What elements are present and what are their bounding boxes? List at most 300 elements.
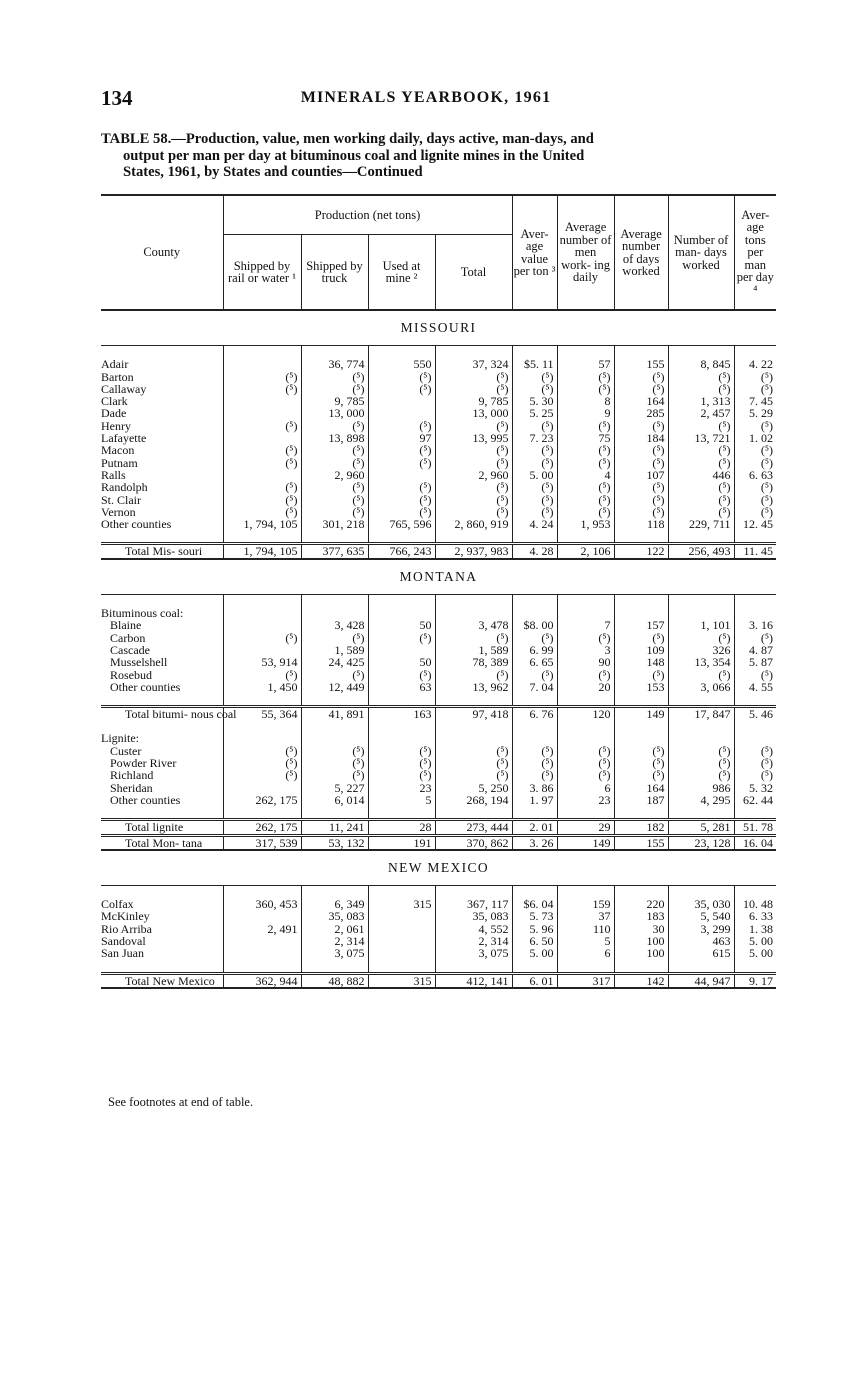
value-cell: (⁵) (223, 769, 301, 781)
value-cell: 6, 014 (301, 794, 368, 806)
value-cell: 122 (614, 544, 668, 559)
col-value: Aver- age value per ton ³ (512, 195, 557, 310)
value-cell: (⁵) (557, 457, 614, 469)
value-cell: 11. 45 (734, 544, 776, 559)
running-head: MINERALS YEARBOOK, 1961 (300, 89, 552, 106)
value-cell: 17, 847 (668, 707, 734, 721)
value-cell: (⁵) (435, 757, 512, 769)
value-cell: (⁵) (368, 383, 435, 395)
value-cell: (⁵) (368, 757, 435, 769)
value-cell: (⁵) (734, 632, 776, 644)
col-county: County (101, 195, 223, 310)
value-cell: (⁵) (512, 745, 557, 757)
value-cell: (⁵) (557, 506, 614, 518)
table-row (101, 757, 776, 769)
value-cell: 55, 364 (223, 707, 301, 721)
value-cell: 370, 862 (435, 835, 512, 850)
value-cell: (⁵) (668, 506, 734, 518)
table-row (101, 469, 776, 481)
value-cell: 142 (614, 973, 668, 988)
value-cell: (⁵) (557, 444, 614, 456)
group-heading: Bituminous coal: (101, 606, 184, 621)
value-cell: $5. 11 (512, 358, 557, 370)
value-cell: 110 (557, 923, 614, 935)
value-cell: 360, 453 (223, 898, 301, 910)
value-cell: (⁵) (557, 383, 614, 395)
value-cell: 273, 444 (435, 820, 512, 835)
value-cell: 285 (614, 407, 668, 419)
value-cell: (⁵) (301, 371, 368, 383)
value-cell: 118 (614, 518, 668, 530)
state-section-title: MONTANA (101, 559, 776, 595)
value-cell: 53, 132 (301, 835, 368, 850)
col-men: Average number of men work- ing daily (557, 195, 614, 310)
value-cell: (⁵) (223, 494, 301, 506)
table-row (101, 518, 776, 530)
value-cell: 163 (368, 707, 435, 721)
table-row (101, 644, 776, 656)
value-cell: (⁵) (557, 632, 614, 644)
value-cell: 3. 26 (512, 835, 557, 850)
value-cell: 6 (557, 782, 614, 794)
value-cell: (⁵) (557, 494, 614, 506)
value-cell: (⁵) (368, 632, 435, 644)
value-cell: 3, 075 (301, 947, 368, 959)
table-row (101, 481, 776, 493)
value-cell: 5 (368, 794, 435, 806)
value-cell: 5. 96 (512, 923, 557, 935)
col-production-group: Production (net tons) (223, 195, 512, 235)
value-cell: 35, 083 (301, 910, 368, 922)
value-cell: 3, 066 (668, 681, 734, 693)
value-cell: 6, 349 (301, 898, 368, 910)
value-cell: 301, 218 (301, 518, 368, 530)
value-cell: 412, 141 (435, 973, 512, 988)
value-cell: 53, 914 (223, 656, 301, 668)
col-days: Average number of days worked (614, 195, 668, 310)
table-row (101, 420, 776, 432)
value-cell: 97 (368, 432, 435, 444)
value-cell: 4. 28 (512, 544, 557, 559)
value-cell: (⁵) (614, 420, 668, 432)
value-cell: (⁵) (614, 632, 668, 644)
value-cell (223, 947, 301, 959)
value-cell: (⁵) (557, 481, 614, 493)
county-cell: Macon (101, 443, 135, 458)
value-cell: 3, 299 (668, 923, 734, 935)
value-cell: 13, 000 (435, 407, 512, 419)
col-mine: Used at mine ² (368, 235, 435, 311)
value-cell: (⁵) (614, 757, 668, 769)
county-cell: St. Clair (101, 492, 142, 507)
table-row (101, 681, 776, 693)
value-cell: (⁵) (512, 494, 557, 506)
value-cell: (⁵) (557, 757, 614, 769)
state-section-title: MISSOURI (101, 310, 776, 346)
county-cell: Other counties (110, 679, 181, 694)
value-cell: (⁵) (668, 444, 734, 456)
value-cell: (⁵) (512, 481, 557, 493)
col-total: Total (435, 235, 512, 311)
value-cell: 1, 953 (557, 518, 614, 530)
total-row (101, 707, 776, 721)
value-cell: 48, 882 (301, 973, 368, 988)
value-cell: 220 (614, 898, 668, 910)
value-cell: 3. 86 (512, 782, 557, 794)
value-cell: 2, 960 (435, 469, 512, 481)
table-caption (101, 131, 777, 181)
value-cell: 5. 00 (734, 935, 776, 947)
value-cell: 100 (614, 947, 668, 959)
value-cell: 13, 962 (435, 681, 512, 693)
value-cell (368, 910, 435, 922)
value-cell: 2, 960 (301, 469, 368, 481)
table-row (101, 457, 776, 469)
value-cell: 2, 937, 983 (435, 544, 512, 559)
county-cell: Total bitumi- nous coal (101, 707, 223, 721)
value-cell: 9 (557, 407, 614, 419)
value-cell: 4. 22 (734, 358, 776, 370)
value-cell: 20 (557, 681, 614, 693)
value-cell: (⁵) (301, 506, 368, 518)
value-cell: 9. 17 (734, 973, 776, 988)
value-cell: 315 (368, 973, 435, 988)
value-cell: (⁵) (512, 757, 557, 769)
value-cell: 5 (557, 935, 614, 947)
value-cell: (⁵) (557, 769, 614, 781)
county-cell: Musselshell (110, 655, 168, 670)
county-cell: Blaine (110, 618, 142, 633)
value-cell: (⁵) (614, 745, 668, 757)
table-row (101, 371, 776, 383)
value-cell: (⁵) (614, 769, 668, 781)
value-cell: 765, 596 (368, 518, 435, 530)
county-cell: Custer (110, 743, 142, 758)
value-cell: (⁵) (614, 371, 668, 383)
value-cell: 463 (668, 935, 734, 947)
value-cell: (⁵) (668, 769, 734, 781)
value-cell: 446 (668, 469, 734, 481)
value-cell: (⁵) (668, 494, 734, 506)
value-cell: (⁵) (435, 506, 512, 518)
value-cell: (⁵) (301, 632, 368, 644)
value-cell: 5. 00 (512, 469, 557, 481)
value-cell: (⁵) (512, 769, 557, 781)
caption-line: States, 1961, by States and counties—Continued (123, 164, 423, 180)
value-cell: 30 (614, 923, 668, 935)
value-cell: 9, 785 (435, 395, 512, 407)
value-cell: 377, 635 (301, 544, 368, 559)
value-cell: 183 (614, 910, 668, 922)
county-cell: Other counties (110, 792, 181, 807)
value-cell: 23 (368, 782, 435, 794)
value-cell: 317 (557, 973, 614, 988)
value-cell: 5, 281 (668, 820, 734, 835)
value-cell: (⁵) (435, 481, 512, 493)
value-cell: (⁵) (435, 632, 512, 644)
value-cell: (⁵) (301, 383, 368, 395)
value-cell (223, 619, 301, 631)
value-cell: 326 (668, 644, 734, 656)
value-cell: (⁵) (301, 457, 368, 469)
value-cell: 148 (614, 656, 668, 668)
value-cell: 5, 227 (301, 782, 368, 794)
value-cell: 3, 428 (301, 619, 368, 631)
value-cell: 164 (614, 395, 668, 407)
value-cell: $6. 04 (512, 898, 557, 910)
value-cell: (⁵) (368, 444, 435, 456)
value-cell: 5. 00 (512, 947, 557, 959)
state-section-title: NEW MEXICO (101, 850, 776, 886)
value-cell: (⁵) (512, 444, 557, 456)
value-cell (223, 407, 301, 419)
county-cell: Richland (110, 768, 154, 783)
value-cell: (⁵) (301, 769, 368, 781)
value-cell: 5. 87 (734, 656, 776, 668)
value-cell: (⁵) (301, 481, 368, 493)
value-cell: 2, 061 (301, 923, 368, 935)
value-cell: (⁵) (614, 383, 668, 395)
value-cell: 4, 552 (435, 923, 512, 935)
value-cell: (⁵) (223, 506, 301, 518)
value-cell: 24, 425 (301, 656, 368, 668)
value-cell: (⁵) (368, 481, 435, 493)
value-cell: 367, 117 (435, 898, 512, 910)
value-cell: (⁵) (223, 757, 301, 769)
value-cell: (⁵) (435, 669, 512, 681)
value-cell: 6. 01 (512, 973, 557, 988)
value-cell: 13, 721 (668, 432, 734, 444)
total-row (101, 973, 776, 988)
table-row (101, 383, 776, 395)
value-cell: 2, 491 (223, 923, 301, 935)
value-cell: 6. 33 (734, 910, 776, 922)
value-cell: (⁵) (734, 481, 776, 493)
value-cell: 315 (368, 898, 435, 910)
value-cell: 615 (668, 947, 734, 959)
value-cell: 51. 78 (734, 820, 776, 835)
value-cell: (⁵) (223, 481, 301, 493)
county-cell: Henry (101, 418, 131, 433)
value-cell: 4. 87 (734, 644, 776, 656)
value-cell: 262, 175 (223, 820, 301, 835)
value-cell: (⁵) (557, 745, 614, 757)
table-row (101, 395, 776, 407)
table-row (101, 898, 776, 910)
value-cell: 550 (368, 358, 435, 370)
county-cell: Rosebud (110, 667, 152, 682)
value-cell: (⁵) (301, 494, 368, 506)
value-cell: (⁵) (668, 420, 734, 432)
value-cell: 35, 083 (435, 910, 512, 922)
table-row (101, 407, 776, 419)
value-cell: 29 (557, 820, 614, 835)
value-cell: 44, 947 (668, 973, 734, 988)
value-cell: 4. 55 (734, 681, 776, 693)
value-cell: 13, 898 (301, 432, 368, 444)
value-cell: (⁵) (435, 457, 512, 469)
value-cell: 155 (614, 358, 668, 370)
value-cell: 6. 65 (512, 656, 557, 668)
value-cell: 62. 44 (734, 794, 776, 806)
col-tons: Aver- age tons per man per day ⁴ (734, 195, 776, 310)
value-cell: 5. 32 (734, 782, 776, 794)
value-cell: 1. 38 (734, 923, 776, 935)
table-row (101, 947, 776, 959)
table-row (101, 632, 776, 644)
value-cell: 7. 04 (512, 681, 557, 693)
value-cell: 11, 241 (301, 820, 368, 835)
table-row (101, 506, 776, 518)
value-cell: (⁵) (301, 745, 368, 757)
value-cell: 317, 539 (223, 835, 301, 850)
value-cell: 1, 101 (668, 619, 734, 631)
value-cell: 3, 075 (435, 947, 512, 959)
value-cell: 7. 23 (512, 432, 557, 444)
value-cell: 2, 860, 919 (435, 518, 512, 530)
table-body (101, 310, 776, 989)
col-rail: Shipped by rail or water ¹ (223, 235, 301, 311)
value-cell: 13, 000 (301, 407, 368, 419)
value-cell: 120 (557, 707, 614, 721)
county-cell: San Juan (101, 946, 144, 961)
value-cell: (⁵) (734, 669, 776, 681)
county-cell: Lafayette (101, 431, 147, 446)
value-cell: 159 (557, 898, 614, 910)
value-cell: (⁵) (368, 506, 435, 518)
value-cell: 5. 00 (734, 947, 776, 959)
value-cell: (⁵) (435, 371, 512, 383)
table-row (101, 923, 776, 935)
table-row (101, 794, 776, 806)
table-row (101, 669, 776, 681)
total-row (101, 544, 776, 559)
table-row (101, 494, 776, 506)
value-cell: 5. 30 (512, 395, 557, 407)
table-row (101, 432, 776, 444)
value-cell: 1, 589 (435, 644, 512, 656)
value-cell (368, 947, 435, 959)
value-cell: 3. 16 (734, 619, 776, 631)
county-cell: Randolph (101, 480, 148, 495)
value-cell: 184 (614, 432, 668, 444)
county-cell: Rio Arriba (101, 921, 152, 936)
value-cell: (⁵) (301, 669, 368, 681)
table-row (101, 782, 776, 794)
value-cell: (⁵) (614, 457, 668, 469)
value-cell: 36, 774 (301, 358, 368, 370)
value-cell: 23 (557, 794, 614, 806)
value-cell: (⁵) (668, 745, 734, 757)
value-cell: 12, 449 (301, 681, 368, 693)
table-row (101, 745, 776, 757)
value-cell (368, 923, 435, 935)
value-cell: 1. 97 (512, 794, 557, 806)
county-cell: Total lignite (101, 820, 223, 835)
value-cell: 766, 243 (368, 544, 435, 559)
value-cell: (⁵) (614, 506, 668, 518)
value-cell: 1, 589 (301, 644, 368, 656)
value-cell: 2, 106 (557, 544, 614, 559)
county-cell: Clark (101, 394, 128, 409)
value-cell: (⁵) (734, 506, 776, 518)
value-cell: (⁵) (512, 506, 557, 518)
group-heading-row (101, 732, 776, 744)
value-cell: (⁵) (368, 420, 435, 432)
value-cell: 63 (368, 681, 435, 693)
value-cell (223, 395, 301, 407)
value-cell: 149 (614, 707, 668, 721)
value-cell: (⁵) (301, 757, 368, 769)
value-cell (223, 910, 301, 922)
table-row (101, 910, 776, 922)
value-cell: 41, 891 (301, 707, 368, 721)
caption-line: TABLE 58.—Production, value, men working daily, days active, man-days, and (101, 131, 594, 147)
county-cell: McKinley (101, 909, 150, 924)
county-cell: Ralls (101, 467, 126, 482)
value-cell: (⁵) (223, 371, 301, 383)
value-cell: 75 (557, 432, 614, 444)
value-cell: 149 (557, 835, 614, 850)
value-cell: 5. 29 (734, 407, 776, 419)
value-cell: 362, 944 (223, 973, 301, 988)
value-cell: 229, 711 (668, 518, 734, 530)
group-heading-row (101, 607, 776, 619)
value-cell: (⁵) (734, 745, 776, 757)
value-cell: (⁵) (223, 669, 301, 681)
production-table (101, 194, 776, 989)
value-cell: (⁵) (435, 444, 512, 456)
value-cell: 5. 25 (512, 407, 557, 419)
county-cell: Barton (101, 369, 134, 384)
value-cell: (⁵) (512, 420, 557, 432)
value-cell: (⁵) (435, 494, 512, 506)
value-cell: (⁵) (734, 383, 776, 395)
value-cell: (⁵) (668, 383, 734, 395)
value-cell: (⁵) (512, 669, 557, 681)
value-cell: 13, 995 (435, 432, 512, 444)
value-cell: 6. 76 (512, 707, 557, 721)
value-cell: 2. 01 (512, 820, 557, 835)
grand-total-row (101, 835, 776, 850)
value-cell: 164 (614, 782, 668, 794)
value-cell: (⁵) (223, 420, 301, 432)
value-cell: (⁵) (557, 371, 614, 383)
value-cell: (⁵) (734, 420, 776, 432)
value-cell: (⁵) (557, 669, 614, 681)
value-cell: 5, 540 (668, 910, 734, 922)
value-cell: 5, 250 (435, 782, 512, 794)
value-cell: 256, 493 (668, 544, 734, 559)
value-cell: 37 (557, 910, 614, 922)
value-cell: 3, 478 (435, 619, 512, 631)
value-cell (368, 395, 435, 407)
value-cell: (⁵) (614, 669, 668, 681)
value-cell: 23, 128 (668, 835, 734, 850)
county-cell: Total New Mexico (101, 973, 223, 988)
value-cell: (⁵) (435, 745, 512, 757)
table-row (101, 656, 776, 668)
value-cell: 262, 175 (223, 794, 301, 806)
value-cell: 8 (557, 395, 614, 407)
county-cell: Sandoval (101, 933, 146, 948)
county-cell: Putnam (101, 455, 138, 470)
value-cell: 157 (614, 619, 668, 631)
value-cell: 109 (614, 644, 668, 656)
county-cell: Sheridan (110, 780, 153, 795)
value-cell: 78, 389 (435, 656, 512, 668)
value-cell: (⁵) (668, 457, 734, 469)
